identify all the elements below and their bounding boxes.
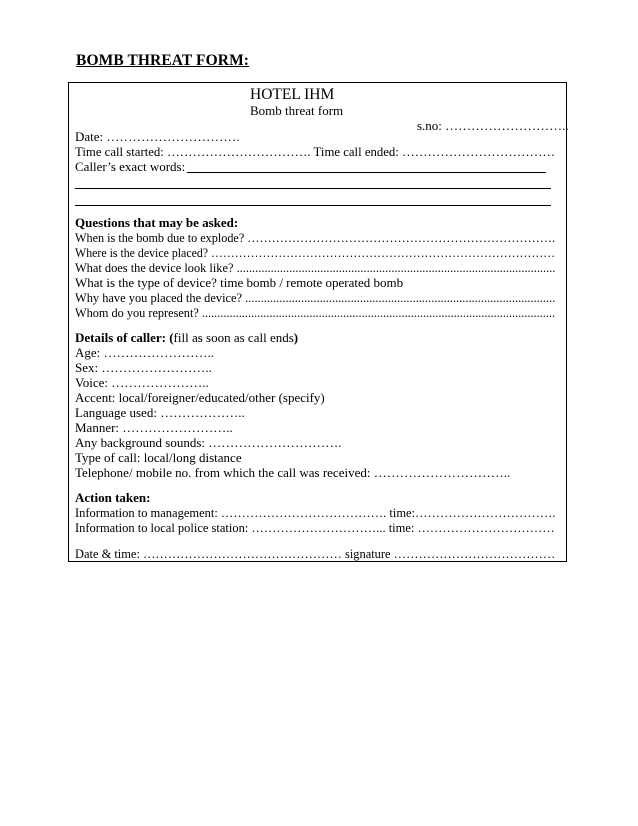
telephone-number-field[interactable]: Telephone/ mobile no. from which the call was received: ………………………….. — [75, 465, 511, 480]
callers-words-label: Caller’s exact words: — [75, 159, 186, 174]
date-signature-field[interactable]: Date & time: ………………………………………… signature ………………………………… — [75, 546, 556, 561]
question-represent[interactable]: Whom do you represent? ................................................................................................................... — [75, 305, 556, 320]
caller-heading-text: Details of caller: ( — [75, 330, 174, 345]
caller-accent-field[interactable]: Accent: local/foreigner/educated/other (specify) — [75, 390, 325, 405]
questions-heading: Questions that may be asked: — [75, 215, 239, 230]
question-why-placed[interactable]: Why have you placed the device? .................................................................................................... — [75, 290, 556, 305]
callers-words-line-2[interactable] — [75, 188, 551, 189]
action-taken-heading: Action taken: — [75, 490, 151, 505]
page-title: BOMB THREAT FORM: — [76, 52, 250, 69]
hotel-name: HOTEL IHM — [250, 86, 335, 103]
background-sounds-field[interactable]: Any background sounds: …………………………. — [75, 435, 342, 450]
date-field[interactable]: Date: …………………………. — [75, 129, 240, 144]
language-used-field[interactable]: Language used: ……………….. — [75, 405, 245, 420]
bomb-threat-form — [68, 82, 567, 562]
question-device-type: What is the type of device? time bomb / remote operated bomb — [75, 275, 404, 290]
caller-heading-note: fill as soon as call ends — [173, 330, 294, 345]
manner-field[interactable]: Manner: …………………….. — [75, 420, 233, 435]
caller-sex-field[interactable]: Sex: …………………….. — [75, 360, 212, 375]
callers-words-line — [187, 172, 546, 173]
question-device-look[interactable]: What does the device look like? ....................................................................................................... — [75, 260, 556, 275]
serial-number-field[interactable]: s.no: ……………………….. — [417, 118, 569, 133]
call-type-field[interactable]: Type of call: local/long distance — [75, 450, 242, 465]
caller-age-field[interactable]: Age: …………………….. — [75, 345, 215, 360]
question-explode[interactable]: When is the bomb due to explode? …………………………………………………………………. — [75, 230, 556, 245]
callers-words-field[interactable] — [75, 159, 546, 174]
callers-words-line-3[interactable] — [75, 205, 551, 206]
police-info-field[interactable]: Information to local police station: …………………………... time: …………………………… — [75, 520, 555, 535]
caller-heading-close: ) — [293, 330, 299, 345]
form-subtitle: Bomb threat form — [250, 103, 344, 118]
caller-details-heading — [75, 330, 298, 345]
management-info-field[interactable]: Information to management: …………………………………. time:……………………………. — [75, 505, 556, 520]
caller-voice-field[interactable]: Voice: ………………….. — [75, 375, 209, 390]
call-time-field[interactable]: Time call started: ……………………………. Time call ended: ……………………………… — [75, 144, 556, 159]
question-device-location[interactable]: Where is the device placed? …………………………………………………………………………… — [75, 245, 556, 260]
